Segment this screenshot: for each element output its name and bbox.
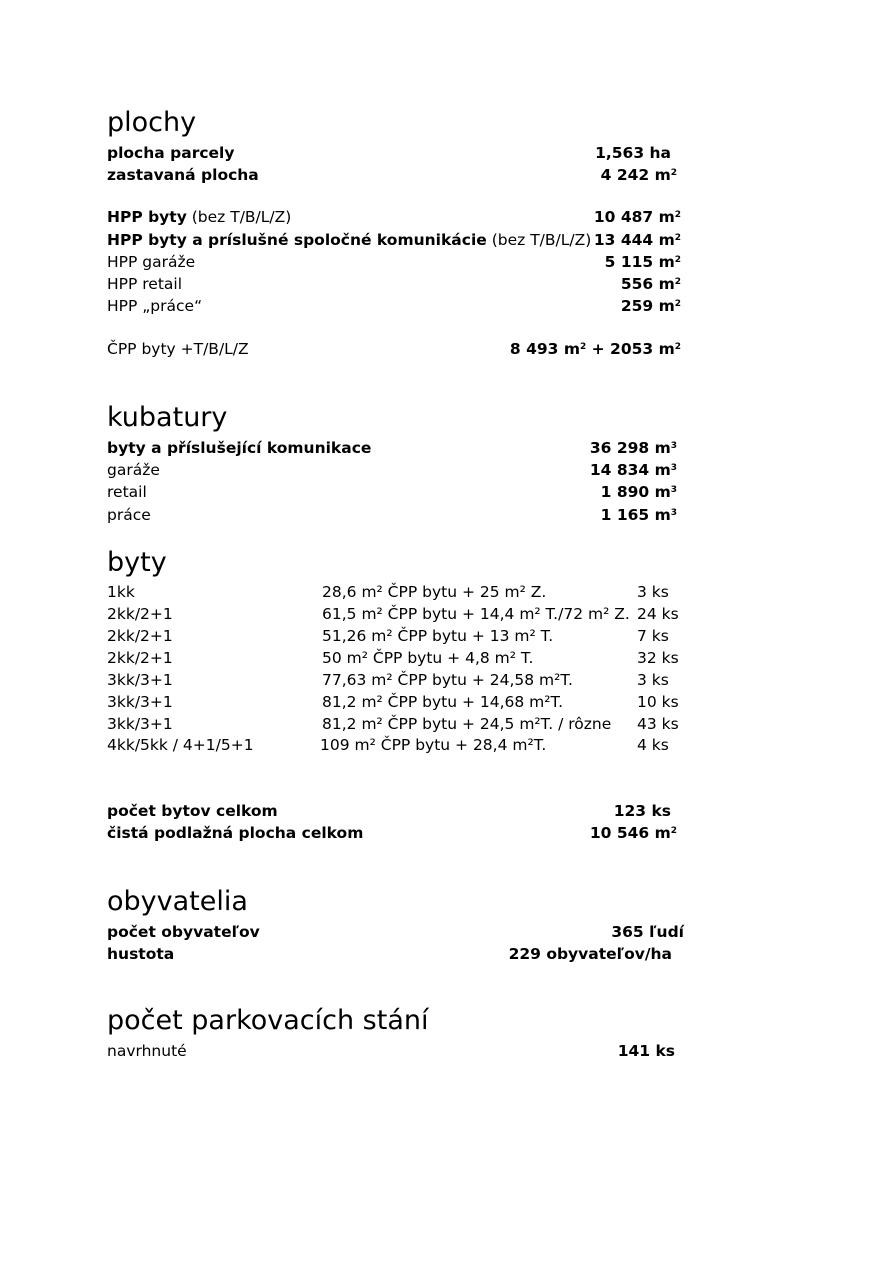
apartment-count: 3 ks [637,583,669,601]
value: 8 493 $m^2 + 2053$ $m^2$ [509,340,681,358]
apartment-count: 10 ks [637,693,679,711]
value: 141 ks [617,1042,675,1060]
row-pocet-obyvatelov [107,921,687,943]
apartment-type: 3kk/3+1 [107,715,173,733]
apartment-count: 4 ks [637,736,669,754]
value: 36 298 $m^3$ [589,439,677,457]
label: HPP byty (bez T/B/L/Z) [107,208,292,226]
label: čistá podlažná plocha celkom [107,824,364,842]
row-kubatura-prace [107,504,687,526]
section-title-byty: byty [107,547,167,578]
apartment-area: 77,63 m² ČPP bytu + 24,58 m²T. [322,671,573,689]
value: 5 115 $m^2$ [604,253,681,271]
value: 4 242 $m^2$ [600,166,677,184]
row-hpp-byty [107,206,687,228]
label: byty a příslušející komunikace [107,439,372,457]
row-kubatura-garaze [107,459,687,481]
row-kubatura-byty [107,437,687,459]
row-kubatura-retail [107,481,687,503]
row-zastavana-plocha [107,164,687,186]
label: ČPP byty +T/B/L/Z [107,340,249,358]
row-hustota [107,943,687,965]
apartment-area: 50 m² ČPP bytu + 4,8 m² T. [322,649,534,667]
row-pocet-bytov [107,800,687,822]
apartment-area: 28,6 m² ČPP bytu + 25 m² Z. [322,583,547,601]
apartment-area: 109 m² ČPP bytu + 28,4 m²T. [320,736,547,754]
apartment-count: 43 ks [637,715,679,733]
value: 10 546 $m^2$ [589,824,677,842]
row-hpp-komunikacie [107,229,687,251]
row-cista-plocha [107,822,687,844]
label: práce [107,506,151,524]
label: počet obyvateľov [107,923,260,941]
label: počet bytov celkom [107,802,278,820]
apartment-type: 3kk/3+1 [107,671,173,689]
value: 123 ks [613,802,671,820]
label: navrhnuté [107,1042,187,1060]
apartment-count: 3 ks [637,671,669,689]
value: 10 487 $m^2$ [593,208,681,226]
apartment-count: 7 ks [637,627,669,645]
apartment-type: 2kk/2+1 [107,627,173,645]
label: hustota [107,945,175,963]
apartment-type: 1kk [107,583,135,601]
value: 1,563 ha [595,144,671,162]
section-title-obyvatelia: obyvatelia [107,886,248,917]
section-title-parkovanie: počet parkovacích stání [107,1005,429,1036]
label: HPP byty a príslušné spoločné komunikácie (bez T/B/L/Z) [107,231,592,249]
value: 14 834 $m^3$ [589,461,677,479]
label: HPP retail [107,275,183,293]
label: HPP garáže [107,253,196,271]
row-hpp-garaze [107,251,687,273]
apartment-type: 4kk/5kk / 4+1/5+1 [107,736,254,754]
apartment-type: 2kk/2+1 [107,649,173,667]
value: 1 165 $m^3$ [600,506,677,524]
apartment-count: 32 ks [637,649,679,667]
apartment-area: 81,2 m² ČPP bytu + 24,5 m²T. / rôzne [322,715,612,733]
label: garáže [107,461,160,479]
label: retail [107,483,147,501]
apartment-type: 2kk/2+1 [107,605,173,623]
label: plocha parcely [107,144,235,162]
apartment-count: 24 ks [637,605,679,623]
apartment-area: 81,2 m² ČPP bytu + 14,68 m²T. [322,693,564,711]
row-navrhnute [107,1040,687,1062]
row-plocha-parcely [107,142,687,164]
apartment-area: 51,26 m² ČPP bytu + 13 m² T. [322,627,554,645]
value: 1 890 $m^3$ [600,483,677,501]
row-hpp-retail [107,273,687,295]
label: zastavaná plocha [107,166,259,184]
apartment-type: 3kk/3+1 [107,693,173,711]
row-cpp-byty [107,338,687,360]
row-hpp-prace [107,295,687,317]
value: 556 $m^2$ [620,275,681,293]
apartment-area: 61,5 m² ČPP bytu + 14,4 m² T./72 m² Z. [322,605,630,623]
value: 259 $m^2$ [620,297,681,315]
value: 13 444 $m^2$ [593,231,681,249]
label: HPP „práce“ [107,297,203,315]
value: 229 obyvateľov/ha [508,945,672,963]
section-title-kubatury: kubatury [107,402,228,433]
section-title-plochy: plochy [107,107,197,138]
value: 365 ľudí [611,923,684,941]
